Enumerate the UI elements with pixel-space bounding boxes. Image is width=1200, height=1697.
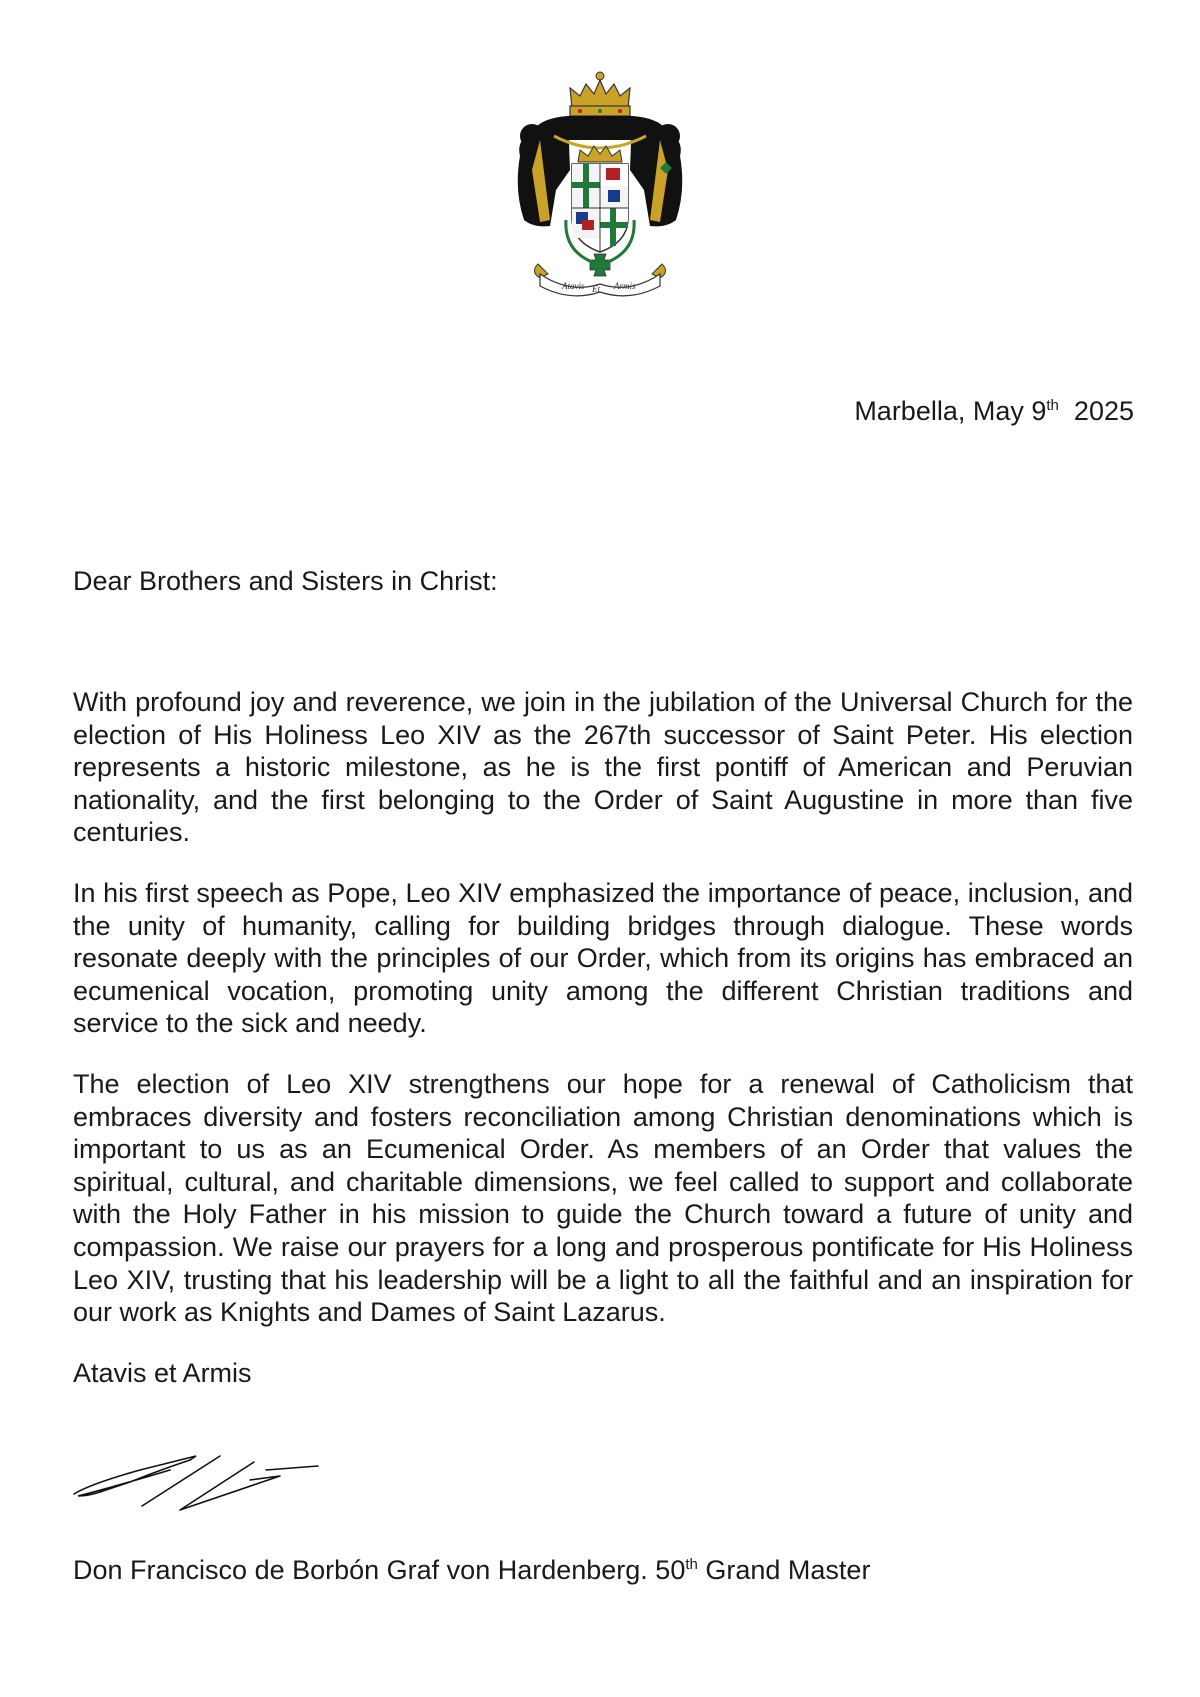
motto-word-1: Atavis xyxy=(562,281,585,291)
paragraph-2: In his first speech as Pope, Leo XIV emphasized the importance of peace, inclusion, and the unity of humanity, calling for building bridges through dialogue. These words resonate deeply with the principles of our Order, which from its origins has embraced an ecumenical vocation, promoting unity among the different Christian traditions and service to the sick and needy. xyxy=(73,877,1133,1039)
motto-word-3: Armis xyxy=(614,281,636,291)
date-year: 2025 xyxy=(1073,396,1134,426)
paragraph-3: The election of Leo XIV strengthens our hope for a renewal of Catholicism that embraces diversity and fosters reconciliation among Christian denominations which is important to us as an Ecumenical Order. As members of an Order that values the spiritual, cultural, and charitable dimensions, we feel called to support and collaborate with the Holy Father in his mission to guide the Church toward a future of unity and compassion. We raise our prayers for a long and prosperous pontificate for His Holiness Leo XIV, trusting that his leadership will be a light to all the faithful and an inspiration for our work as Knights and Dames of Saint Lazarus. xyxy=(73,1068,1133,1328)
shield-icon xyxy=(572,164,628,252)
motto-word-2: Et xyxy=(592,284,600,294)
salutation: Dear Brothers and Sisters in Christ: xyxy=(73,566,498,596)
letter-date xyxy=(854,396,1134,427)
date-suffix: th xyxy=(1046,397,1059,414)
paragraph-1: With profound joy and reverence, we join in the jubilation of the Universal Church for the election of His Holiness Leo XIV as the 267th successor of Saint Peter. His election represents a historic milestone, as he is the first pontiff of American and Peruvian nationality, and the first belonging to the Order of Saint Augustine in more than five centuries. xyxy=(73,687,1133,848)
signer-title: Grand Master xyxy=(705,1555,871,1585)
handwritten-signature xyxy=(70,1448,320,1518)
crown-icon xyxy=(570,72,630,116)
date-text: Marbella, May 9 xyxy=(854,396,1047,426)
closing-motto: Atavis et Armis xyxy=(73,1358,252,1388)
letter-body xyxy=(73,686,1133,1357)
signer-line xyxy=(73,1555,870,1586)
signer-name: Don Francisco de Borbón Graf von Hardenberg. 50 xyxy=(73,1555,686,1585)
coat-of-arms-crest xyxy=(510,70,690,300)
signer-ordinal-suffix: th xyxy=(685,1556,698,1573)
